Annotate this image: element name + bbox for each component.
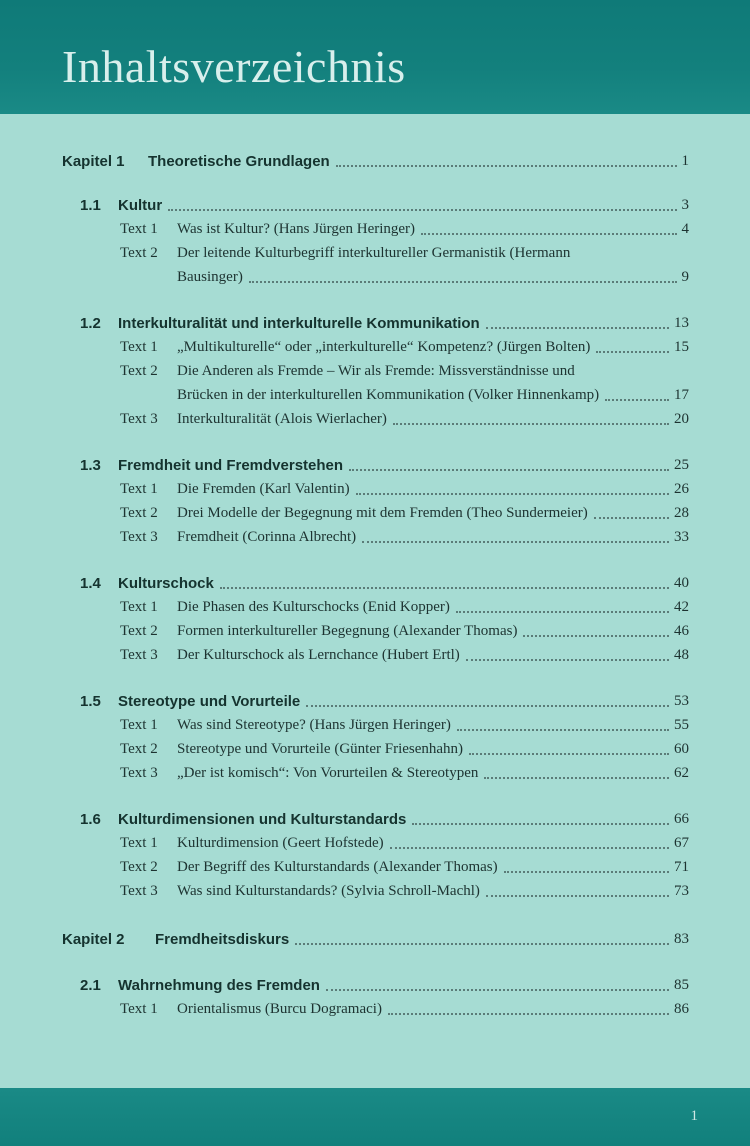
toc-entry-page: 67: [674, 835, 689, 851]
toc-entry-text[interactable]: [0, 762, 750, 786]
toc-entry-section[interactable]: [0, 572, 750, 596]
dot-leader: [388, 1013, 669, 1015]
toc-entry-page: 73: [674, 883, 689, 899]
toc-entry-number: Text 1: [120, 835, 158, 851]
toc-entry-title: Kulturschock: [118, 575, 214, 592]
dot-leader: [466, 659, 669, 661]
footer-band: [0, 1088, 750, 1146]
toc-entry-text[interactable]: [0, 832, 750, 856]
toc-entry-page: 40: [674, 575, 689, 591]
toc-entry-title: Fremdheit und Fremdverstehen: [118, 457, 344, 474]
toc-entry-title: Interkulturalität (Alois Wierlacher): [177, 411, 387, 427]
toc-entry-text[interactable]: [0, 620, 750, 644]
toc-entry-page: 17: [674, 387, 689, 403]
toc-entry-page: 13: [674, 315, 689, 331]
toc-entry-text[interactable]: [0, 360, 750, 384]
dot-leader: [486, 895, 669, 897]
dot-leader: [523, 635, 669, 637]
toc-entry-number: Text 1: [120, 1001, 158, 1017]
toc-entry-title: Wahrnehmung des Fremden: [118, 977, 320, 994]
toc-entry-page: 55: [674, 717, 689, 733]
toc-entry-title: „Der ist komisch“: Von Vorurteilen & Stereotypen: [177, 765, 479, 781]
page-title: Inhaltsverzeichnis: [62, 41, 406, 92]
toc-entry-number: Text 2: [120, 623, 158, 639]
toc-entry-cont[interactable]: [0, 266, 750, 290]
toc-entry-title: Formen interkultureller Begegnung (Alexander Thomas): [177, 623, 518, 639]
toc-entry-number: Text 2: [120, 859, 158, 875]
toc-entry-title: Der leitende Kulturbegriff interkultureller Germanistik (Hermann: [177, 245, 571, 261]
toc-entry-page: 1: [681, 153, 689, 169]
toc-entry-text[interactable]: [0, 218, 750, 242]
dot-leader: [249, 281, 677, 283]
dot-leader: [469, 753, 669, 755]
toc-entry-number: Text 3: [120, 883, 158, 899]
toc-entry-title: Stereotype und Vorurteile (Günter Friesenhahn): [177, 741, 464, 757]
toc-entry-number: Text 3: [120, 765, 158, 781]
toc-entry-page: 20: [674, 411, 689, 427]
toc-entry-page: 83: [674, 931, 689, 947]
dot-leader: [168, 209, 676, 211]
dot-leader: [349, 469, 669, 471]
toc-entry-number: Text 1: [120, 481, 158, 497]
toc-entry-text[interactable]: [0, 478, 750, 502]
toc-entry-title: Orientalismus (Burcu Dogramaci): [177, 1001, 382, 1017]
toc-entry-number: Text 2: [120, 505, 158, 521]
toc-entry-number: Text 1: [120, 339, 158, 355]
toc-entry-title: Kulturdimensionen und Kulturstandards: [118, 811, 407, 828]
dot-leader: [605, 399, 669, 401]
toc-entry-title: Drei Modelle der Begegnung mit dem Fremden (Theo Sundermeier): [177, 505, 588, 521]
toc-entry-page: 86: [674, 1001, 689, 1017]
toc-entry-title: Bausinger): [177, 269, 243, 285]
dot-leader: [295, 943, 669, 945]
toc-entry-number: Text 3: [120, 529, 158, 545]
dot-leader: [326, 989, 669, 991]
toc-entry-number: Kapitel 1: [62, 153, 125, 170]
dot-leader: [484, 777, 669, 779]
toc-entry-page: 71: [674, 859, 689, 875]
dot-leader: [486, 327, 669, 329]
dot-leader: [336, 165, 677, 167]
dot-leader: [220, 587, 669, 589]
toc-entry-number: 2.1: [80, 977, 101, 994]
toc-entry-number: Text 1: [120, 717, 158, 733]
toc-entry-page: 3: [681, 197, 689, 213]
dot-leader: [456, 611, 669, 613]
toc-entry-page: 42: [674, 599, 689, 615]
toc-entry-title: Was sind Stereotype? (Hans Jürgen Heringer): [177, 717, 451, 733]
toc-entry-title: Was ist Kultur? (Hans Jürgen Heringer): [177, 221, 416, 237]
dot-leader: [356, 493, 669, 495]
toc-entry-text[interactable]: [0, 408, 750, 432]
toc-entry-text[interactable]: [0, 336, 750, 360]
toc-entry-text[interactable]: [0, 714, 750, 738]
toc-entry-title: Fremdheitsdiskurs: [155, 931, 290, 948]
toc-entry-number: Text 2: [120, 741, 158, 757]
toc-entry-number: Text 1: [120, 221, 158, 237]
toc-entry-chapter[interactable]: [0, 928, 750, 952]
toc-entry-text[interactable]: [0, 242, 750, 266]
toc-entry-text[interactable]: [0, 880, 750, 904]
toc-entry-page: 60: [674, 741, 689, 757]
toc-entry-number: Text 3: [120, 647, 158, 663]
dot-leader: [412, 823, 669, 825]
toc-entry-number: Kapitel 2: [62, 931, 125, 948]
toc-entry-number: Text 3: [120, 411, 158, 427]
dot-leader: [457, 729, 669, 731]
toc-entry-title: Der Begriff des Kulturstandards (Alexander Thomas): [177, 859, 498, 875]
toc-entry-number: Text 1: [120, 599, 158, 615]
toc-entry-page: 28: [674, 505, 689, 521]
toc-entry-text[interactable]: [0, 526, 750, 550]
toc-entry-page: 26: [674, 481, 689, 497]
dot-leader: [421, 233, 676, 235]
toc-entry-number: 1.1: [80, 197, 101, 214]
toc-entry-chapter[interactable]: [0, 150, 750, 174]
toc-entry-title: Kultur: [118, 197, 163, 214]
toc-entry-title: „Multikulturelle“ oder „interkulturelle“ Kompetenz? (Jürgen Bolten): [177, 339, 591, 355]
toc-entry-title: Theoretische Grundlagen: [148, 153, 330, 170]
toc-entry-text[interactable]: [0, 644, 750, 668]
toc-entry-number: Text 2: [120, 363, 158, 379]
toc-entry-title: Die Anderen als Fremde – Wir als Fremde: Missverständnisse und: [177, 363, 575, 379]
toc-entry-section[interactable]: [0, 454, 750, 478]
toc-entry-page: 9: [681, 269, 689, 285]
toc-entry-page: 53: [674, 693, 689, 709]
toc-entry-section[interactable]: [0, 312, 750, 336]
dot-leader: [306, 705, 669, 707]
toc-entry-number: 1.5: [80, 693, 101, 710]
dot-leader: [596, 351, 669, 353]
toc-entry-title: Interkulturalität und interkulturelle Kommunikation: [118, 315, 480, 332]
toc-entry-number: 1.3: [80, 457, 101, 474]
toc-entry-text[interactable]: [0, 856, 750, 880]
toc-entry-text[interactable]: [0, 596, 750, 620]
toc-entry-text[interactable]: [0, 502, 750, 526]
toc-entry-title: Kulturdimension (Geert Hofstede): [177, 835, 384, 851]
toc-entry-title: Die Fremden (Karl Valentin): [177, 481, 350, 497]
toc-entry-title: Die Phasen des Kulturschocks (Enid Kopper): [177, 599, 450, 615]
toc-entry-number: Text 2: [120, 245, 158, 261]
header-band: [0, 0, 750, 114]
toc-entry-number: 1.4: [80, 575, 101, 592]
toc-entry-title: Stereotype und Vorurteile: [118, 693, 301, 710]
toc-entry-page: 25: [674, 457, 689, 473]
toc-entry-cont[interactable]: [0, 384, 750, 408]
dot-leader: [362, 541, 669, 543]
dot-leader: [393, 423, 669, 425]
dot-leader: [594, 517, 669, 519]
toc-entry-text[interactable]: [0, 998, 750, 1022]
dot-leader: [390, 847, 669, 849]
toc-entry-text[interactable]: [0, 738, 750, 762]
toc-entry-section[interactable]: [0, 808, 750, 832]
toc-entry-title: Was sind Kulturstandards? (Sylvia Schroll-Machl): [177, 883, 480, 899]
toc-entry-title: Fremdheit (Corinna Albrecht): [177, 529, 357, 545]
toc-entry-title: Der Kulturschock als Lernchance (Hubert Ertl): [177, 647, 460, 663]
toc-entry-page: 15: [674, 339, 689, 355]
toc-entry-page: 4: [681, 221, 689, 237]
toc-entry-page: 33: [674, 529, 689, 545]
toc-entry-section[interactable]: [0, 974, 750, 998]
page-number: 1: [690, 1108, 698, 1124]
toc-entry-page: 66: [674, 811, 689, 827]
toc-entry-page: 85: [674, 977, 689, 993]
toc-entry-number: 1.2: [80, 315, 101, 332]
toc-entry-page: 48: [674, 647, 689, 663]
toc-entry-section[interactable]: [0, 690, 750, 714]
toc-entry-section[interactable]: [0, 194, 750, 218]
dot-leader: [504, 871, 669, 873]
toc-entry-page: 62: [674, 765, 689, 781]
toc-entry-number: 1.6: [80, 811, 101, 828]
toc-entry-page: 46: [674, 623, 689, 639]
toc-entry-title: Brücken in der interkulturellen Kommunikation (Volker Hinnenkamp): [177, 387, 600, 403]
